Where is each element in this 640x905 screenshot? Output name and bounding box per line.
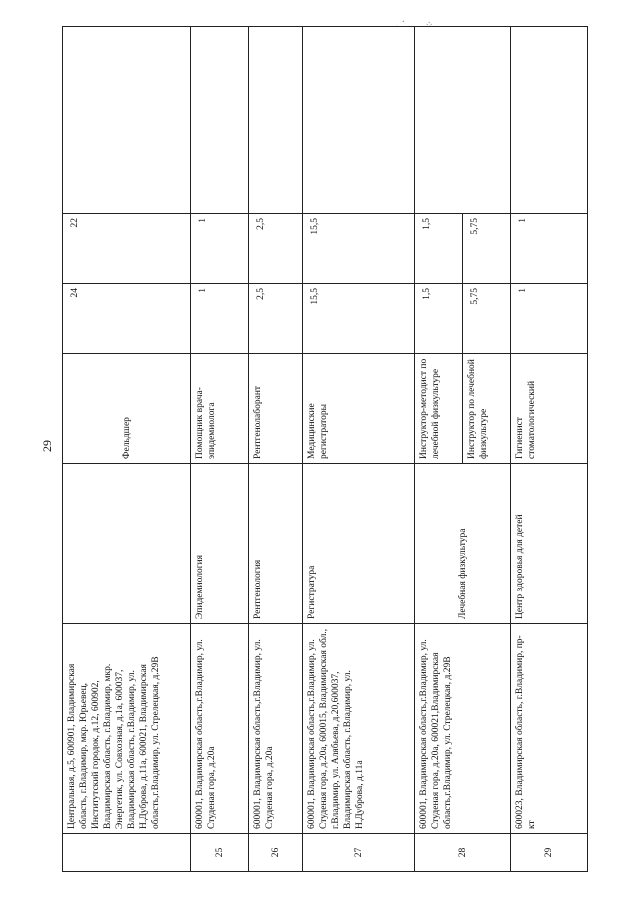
unit-cell: Регистратура [303, 464, 415, 624]
row-number: 26 [249, 834, 303, 872]
value-1-cell: 5,75 [463, 284, 511, 354]
value-2-cell: 22 [63, 214, 191, 284]
table-row [511, 27, 588, 872]
value-2-cell: 15,5 [303, 214, 415, 284]
table-row [303, 27, 415, 872]
address-cell: Центральная, д.5, 600901, Владимирская область, г.Владимир, мкр. Юрьевец, Институтский городок, д.12, 600902, Владимирская область, г.Владимир, мкр. Энергетик, ул. Совхозная, д.1а, 600037, Владимирская область, г.Владимир, ул. Н.Дуброва, д.11а, 600021, Владимирская область,г.Владимир, ул. Стрелецкая, д.29В [63, 624, 191, 834]
position-cell: Рентгенолаборант [249, 354, 303, 464]
position-cell: Помощник врача-эпидемиолога [191, 354, 249, 464]
address-cell: 600023, Владимирская область, г.Владимир, пр-кт [511, 624, 588, 834]
rotated-table-wrapper [62, 27, 587, 872]
address-cell: 600001, Владимирская область,г.Владимир, ул. Студеная гора, д.20а [249, 624, 303, 834]
position-cell: Гигиенист стоматологический [511, 354, 588, 464]
empty-cell [63, 27, 191, 214]
position-cell: Медицинские регистраторы [303, 354, 415, 464]
page-number: 29 [40, 440, 54, 452]
value-2-cell: 1 [511, 214, 588, 284]
empty-cell [249, 27, 303, 214]
address-cell: 600001, Владимирская область,г.Владимир, ул. Студеная гора, д.20а [191, 624, 249, 834]
position-cell: Инструктор-методист по лечебной физкультуре [415, 354, 463, 464]
address-cell: 600001, Владимирская область,г.Владимир, ул. Студеная гора, д.20а, 600021,Владимирская область,г.Владимир, ул. Стрелецкая, д.29В [415, 624, 511, 834]
empty-cell [191, 27, 249, 214]
row-number: 25 [191, 834, 249, 872]
value-1-cell: 1 [511, 284, 588, 354]
row-number: 29 [511, 834, 588, 872]
value-1-cell: 1,5 [415, 284, 463, 354]
value-2-cell: 1 [191, 214, 249, 284]
table-row [249, 27, 303, 872]
scan-speck: ⁘ [425, 20, 434, 31]
address-cell: 600001, Владимирская область,г.Владимир, ул. Студеная гора, д.20а, 600015, Владимирская обл., г.Владимир, ул. Алябьева, д.20,600037, Владимирская область, г.Владимир, ул. Н.Дуброва, д.11а [303, 624, 415, 834]
value-1-cell: 1 [191, 284, 249, 354]
unit-cell: Рентгенология [249, 464, 303, 624]
scan-speck: . [402, 14, 405, 25]
empty-cell [303, 27, 415, 214]
position-cell: Фельдшер [63, 354, 191, 464]
row-number: 27 [303, 834, 415, 872]
unit-cell: Центр здоровья для детей [511, 464, 588, 624]
value-1-cell: 15,5 [303, 284, 415, 354]
value-2-cell: 1,5 [415, 214, 463, 284]
staff-table [62, 26, 588, 872]
table-row [191, 27, 249, 872]
unit-cell: Эпидемиология [191, 464, 249, 624]
row-number: 28 [415, 834, 511, 872]
empty-cell [415, 27, 511, 214]
unit-cell [63, 464, 191, 624]
value-1-cell: 24 [63, 284, 191, 354]
table-row [415, 27, 463, 872]
value-2-cell: 5,75 [463, 214, 511, 284]
value-1-cell: 2,5 [249, 284, 303, 354]
scan-speck: · [395, 22, 399, 33]
value-2-cell: 2,5 [249, 214, 303, 284]
table-row [63, 27, 191, 872]
unit-cell: Лечебная физкультура [415, 464, 511, 624]
position-cell: Инструктор по лечебной физкультуре [463, 354, 511, 464]
empty-cell [511, 27, 588, 214]
row-number [63, 834, 191, 872]
